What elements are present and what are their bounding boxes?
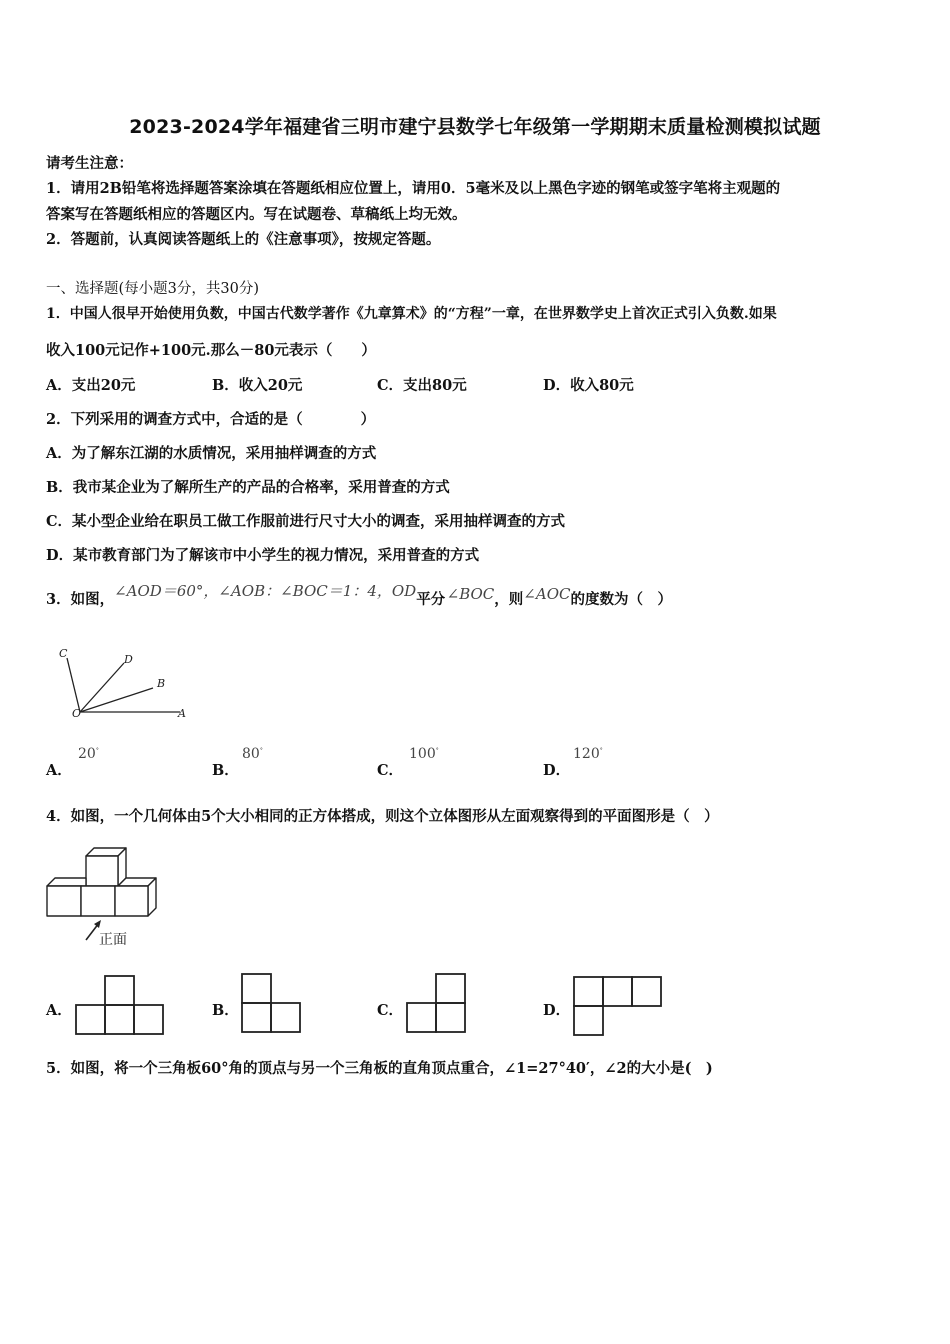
q3-stem: [46, 582, 672, 609]
q4-cube-figure: [44, 844, 164, 950]
q1-option-b: B．收入20元: [212, 377, 303, 394]
q3-option-b-degree: °: [259, 747, 263, 755]
q4-option-c-shape: [405, 972, 469, 1034]
q2-stem: 2．下列采用的调查方式中，合适的是（ ）: [46, 411, 376, 428]
section-heading: 一、选择题(每小题3分，共30分): [46, 281, 259, 297]
q2-option-d: D．某市教育部门为了解该市中小学生的视力情况，采用普查的方式: [46, 547, 480, 564]
q3-bisect-text: 平分: [416, 591, 446, 608]
label-b: B: [157, 677, 166, 690]
q2-option-a: A．为了解东江湖的水质情况，采用抽样调查的方式: [46, 445, 377, 462]
q1-stem-line-1: 1．中国人很早开始使用负数，中国古代数学著作《九章算术》的“方程”一章，在世界数学史上首次正式引入负数.如果: [46, 306, 777, 322]
q3-math-given: ∠AOD＝60°，∠AOB：∠BOC＝1：4，OD: [114, 582, 417, 600]
q4-option-b-letter: B．: [212, 1002, 239, 1019]
figure-caption: 正面: [99, 932, 127, 948]
cube-front-right: [115, 886, 148, 916]
q3-math-aoc: ∠AOC: [523, 585, 571, 603]
q1-stem-line-2: 收入100元记作+100元.那么－80元表示（ ）: [46, 342, 376, 359]
q2-option-c: C．某小型企业给在职员工做工作服前进行尺寸大小的调查，采用抽样调查的方式: [46, 513, 566, 530]
q3-option-a-number: 20: [78, 746, 96, 762]
q3-option-b-value: [242, 746, 263, 762]
q3-math-boc: ∠BOC: [446, 585, 495, 603]
q4-stem: 4．如图，一个几何体由5个大小相同的正方体搭成，则这个立体图形从左面观察得到的平面图形是（ ）: [46, 808, 719, 825]
q1-option-a: A．支出20元: [46, 377, 136, 394]
label-a: A: [178, 707, 186, 720]
q3-option-d-degree: °: [599, 747, 603, 755]
q2-option-b: B．我市某企业为了解所生产的产品的合格率，采用普查的方式: [46, 479, 450, 496]
label-d: D: [124, 653, 133, 666]
q3-option-c-number: 100: [409, 746, 436, 762]
page-title: 2023-2024学年福建省三明市建宁县数学七年级第一学期期末质量检测模拟试题: [129, 116, 821, 138]
q4-option-a-letter: A．: [46, 1002, 72, 1019]
q1-option-c: C．支出80元: [377, 377, 467, 394]
arrow-head-icon: [94, 920, 101, 928]
q3-option-c-letter: C．: [377, 762, 404, 779]
ray-oc: [67, 658, 80, 712]
q3-option-a-degree: °: [95, 747, 99, 755]
label-o: O: [72, 707, 82, 720]
q3-option-b-number: 80: [242, 746, 260, 762]
q3-option-a-letter: A．: [46, 762, 72, 779]
notice-item-1-line-1: 1．请用2B铅笔将选择题答案涂填在答题纸相应位置上，请用0．5毫米及以上黑色字迹的钢笔或签字笔将主观题的: [46, 180, 781, 197]
q4-option-c-letter: C．: [377, 1002, 404, 1019]
q3-angle-figure: [50, 645, 200, 725]
q3-option-d-value: [573, 746, 603, 762]
cube-left-top: [47, 878, 86, 886]
q3-then-text: ，则: [494, 591, 524, 608]
notice-heading: 请考生注意：: [46, 155, 133, 172]
q1-option-d: D．收入80元: [543, 377, 634, 394]
q3-suffix: 的度数为（ ）: [570, 591, 672, 608]
q5-stem: 5．如图，将一个三角板60°角的顶点与另一个三角板的直角顶点重合，∠1=27°40′，∠2的大小是( ): [46, 1060, 713, 1077]
q4-option-d-letter: D．: [543, 1002, 571, 1019]
q4-option-d-shape: [572, 975, 664, 1037]
q4-option-b-shape: [240, 972, 304, 1034]
notice-item-2: 2．答题前，认真阅读答题纸上的《注意事项》，按规定答题。: [46, 231, 441, 248]
q3-option-d-letter: D．: [543, 762, 571, 779]
q3-option-a-value: [78, 746, 99, 762]
notice-item-1-line-2: 答案写在答题纸相应的答题区内。写在试题卷、草稿纸上均无效。: [46, 206, 467, 223]
q3-option-c-value: [409, 746, 439, 762]
cube-front-middle: [81, 886, 115, 916]
q3-prefix: 3．如图，: [46, 591, 115, 608]
q4-option-a-shape: [74, 974, 166, 1036]
label-c: C: [59, 647, 68, 660]
q3-option-b-letter: B．: [212, 762, 239, 779]
q3-option-d-number: 120: [573, 746, 600, 762]
cube-front-left: [47, 886, 81, 916]
cube-top-front: [86, 856, 118, 886]
q3-option-c-degree: °: [435, 747, 439, 755]
